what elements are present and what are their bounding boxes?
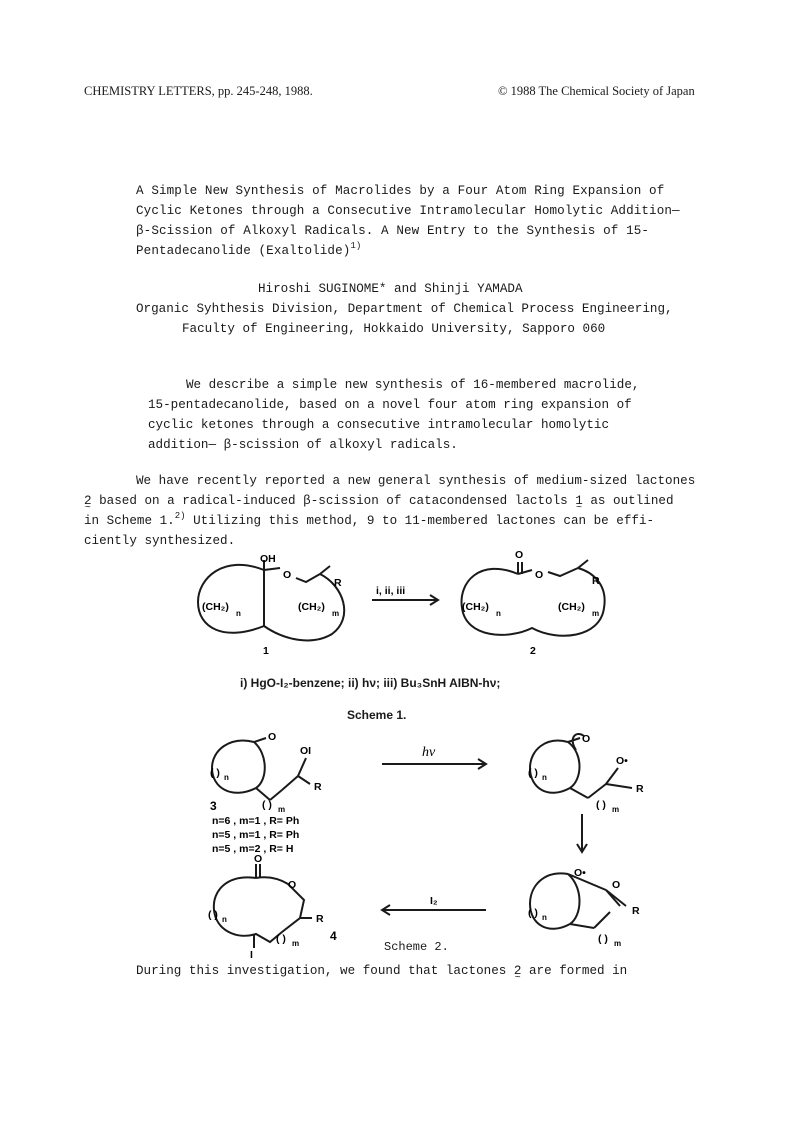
scheme2-i2-label: I₂ xyxy=(430,895,438,907)
scheme2-m-4: m xyxy=(292,939,300,948)
scheme-1-conditions: i) HgO-I₂-benzene; ii) hν; iii) Bu₃SnH AIBN-hν; xyxy=(240,676,501,690)
scheme2-hv-label: hν xyxy=(422,745,436,760)
scheme2-paren-n: ( ) xyxy=(210,767,220,779)
scheme2-paren-n-4: ( ) xyxy=(208,909,218,921)
scheme1-oh-label: OH xyxy=(260,553,276,565)
title-line-4 xyxy=(136,241,362,258)
scheme2-iodo-label: I xyxy=(250,949,253,958)
scheme2-r-label: R xyxy=(314,781,322,793)
body-line-2-b: as outlined xyxy=(582,494,674,508)
scheme2-cond-3: n=5 , m=2 , R= H xyxy=(212,843,294,855)
scheme-1-structures xyxy=(180,548,620,658)
scheme2-lactone-ring-o: O xyxy=(288,879,297,891)
scheme2-n-sub: n xyxy=(224,773,229,782)
scheme-2-caption: Scheme 2. xyxy=(384,940,449,954)
abstract-line-3: cyclic ketones through a consecutive intramolecular homolytic xyxy=(148,418,610,432)
compound-3-label: 3 xyxy=(210,799,217,813)
scheme2-paren-m: ( ) xyxy=(262,799,272,811)
scheme2-lactone-o: O xyxy=(254,853,263,865)
scheme-1-caption: Scheme 1. xyxy=(347,708,407,722)
scheme2-radical-o: O• xyxy=(616,755,628,767)
body-line-3 xyxy=(84,511,655,528)
body-last-line-a: During this investigation, we found that lactones xyxy=(136,964,514,978)
abstract-line-4: addition— β-scission of alkoxyl radicals. xyxy=(148,438,458,452)
copyright-notice: © 1988 The Chemical Society of Japan xyxy=(498,84,695,98)
scheme2-n-4: n xyxy=(222,915,227,924)
scheme2-m-sub: m xyxy=(278,805,286,814)
compound-ref-2-b: 2 ~ xyxy=(514,964,522,978)
compound-2-label: 2 xyxy=(530,645,536,657)
scheme1-o-label: O xyxy=(283,569,292,581)
body-line-2 xyxy=(84,494,674,508)
scheme1-ch2-right-2: (CH₂) xyxy=(558,601,585,613)
scheme2-top-o: O xyxy=(582,733,591,745)
title-line-3: β-Scission of Alkoxyl Radicals. A New Entry to the Synthesis of 15- xyxy=(136,224,650,238)
scheme1-r-label: R xyxy=(334,577,342,589)
scheme2-n-bottom: n xyxy=(542,913,547,922)
body-last-line xyxy=(136,964,627,978)
scheme1-ch2-right: (CH₂) xyxy=(298,601,325,613)
title-footnote-mark: 1) xyxy=(350,241,362,251)
scheme1-ch2-left: (CH₂) xyxy=(202,601,229,613)
scheme1-m-sub-2: m xyxy=(592,609,600,618)
scheme2-m-top: m xyxy=(612,805,620,814)
abstract-line-2: 15-pentadecanolide, based on a novel four atom ring expansion of xyxy=(148,398,632,412)
title-line-1: A Simple New Synthesis of Macrolides by a Four Atom Ring Expansion of xyxy=(136,184,665,198)
scheme1-n-sub: n xyxy=(236,609,241,618)
compound-ref-2: 2 ~ xyxy=(84,494,92,508)
compound-4-label: 4 xyxy=(330,929,337,943)
body-footnote-mark: 2) xyxy=(174,511,186,521)
scheme2-ring-o-bottom: O xyxy=(612,879,621,891)
scheme-2-structures xyxy=(196,728,666,958)
body-line-4: ciently synthesized. xyxy=(84,534,236,548)
scheme2-paren-m-4: ( ) xyxy=(276,933,286,945)
scheme2-r-4: R xyxy=(316,913,324,925)
scheme1-m-sub: m xyxy=(332,609,340,618)
scheme2-paren-m-bottom: ( ) xyxy=(598,933,608,945)
affiliation-line-1: Organic Syhthesis Division, Department of Chemical Process Engineering, xyxy=(136,302,673,316)
scheme1-ring-left xyxy=(198,565,264,633)
scheme1-ring-o: O xyxy=(535,569,544,581)
scheme1-r2-label: R xyxy=(592,575,600,587)
scheme2-cond-2: n=5 , m=1 , R= Ph xyxy=(212,829,300,841)
scheme2-r-bottom: R xyxy=(632,905,640,917)
body-line-1: We have recently reported a new general synthesis of medium-sized lactones xyxy=(136,474,696,488)
abstract-line-1: We describe a simple new synthesis of 16-membered macrolide, xyxy=(186,378,640,392)
scheme1-arrow-label: i, ii, iii xyxy=(376,585,406,597)
scheme2-radical-o-bottom: O• xyxy=(574,867,586,879)
scheme2-paren-n-bottom: ( ) xyxy=(528,907,538,919)
scheme2-r-top: R xyxy=(636,783,644,795)
body-line-2-a: based on a radical-induced β-scission of catacondensed lactols xyxy=(91,494,576,508)
scheme1-ch2-left-2: (CH₂) xyxy=(462,601,489,613)
compound-1-label: 1 xyxy=(263,645,269,657)
title-line-4-text: Pentadecanolide (Exaltolide) xyxy=(136,244,351,258)
scheme1-carbonyl-o: O xyxy=(515,549,524,561)
authors: Hiroshi SUGINOME* and Shinji YAMADA xyxy=(258,282,523,296)
scheme2-paren-m-top: ( ) xyxy=(596,799,606,811)
body-last-line-b: are formed in xyxy=(521,964,628,978)
compound-ref-1: 1 ~ xyxy=(575,494,583,508)
scheme2-cond-1: n=6 , m=1 , R= Ph xyxy=(212,815,300,827)
title-line-2: Cyclic Ketones through a Consecutive Intramolecular Homolytic Addition— xyxy=(136,204,680,218)
body-line-3-a: in Scheme 1. xyxy=(84,514,175,528)
scheme2-ketone-o: O xyxy=(268,731,277,743)
scheme2-n-top: n xyxy=(542,773,547,782)
journal-citation: CHEMISTRY LETTERS, pp. 245-248, 1988. xyxy=(84,84,313,98)
affiliation-line-2: Faculty of Engineering, Hokkaido University, Sapporo 060 xyxy=(182,322,606,336)
scheme1-n-sub-2: n xyxy=(496,609,501,618)
scheme2-oi-label: OI xyxy=(300,745,312,757)
scheme2-m-bottom: m xyxy=(614,939,622,948)
scheme2-paren-n-top: ( ) xyxy=(528,767,538,779)
body-line-3-b: Utilizing this method, 9 to 11-membered lactones can be effi- xyxy=(185,514,655,528)
